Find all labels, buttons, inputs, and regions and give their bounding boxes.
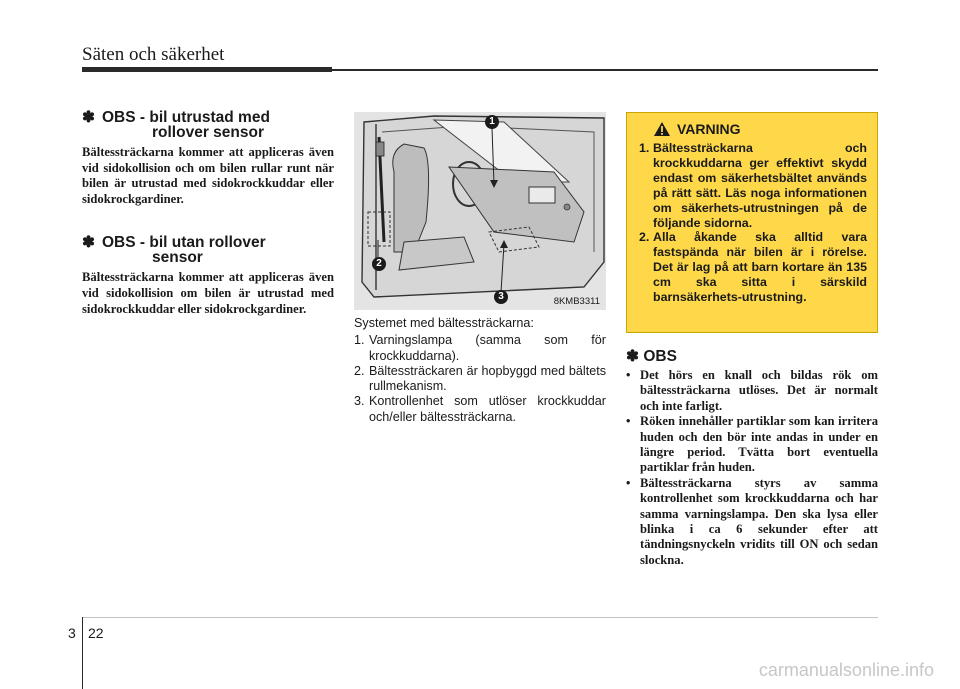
callout-1: 1 — [485, 115, 499, 129]
list-item — [354, 394, 606, 425]
list-text: Bältessträckaren är hopbyggd med bältets rullmekanism. — [369, 363, 606, 394]
obs-heading — [626, 347, 878, 366]
footer-divider — [82, 617, 83, 689]
list-item — [639, 230, 867, 305]
star-icon: ✽ — [82, 234, 95, 252]
page-number: 22 — [88, 625, 104, 641]
list-item — [626, 414, 878, 476]
warning-box — [626, 112, 878, 333]
obs-heading-line2: sensor — [152, 249, 203, 267]
car-interior-figure — [354, 112, 606, 310]
header-rule — [332, 69, 878, 71]
obs-heading-line2: rollover sensor — [152, 124, 264, 141]
list-number: 2. — [354, 363, 365, 378]
bullet-icon: • — [626, 368, 631, 382]
list-text: Kontrollenhet som utlöser krockkuddar och/eller bältessträckarna. — [369, 394, 606, 424]
callout-2: 2 — [372, 257, 386, 271]
car-interior-illustration — [354, 112, 606, 310]
list-text: Bältessträckarna och krockkuddarna ger effektivt skydd endast om säkerhetsbältet används på rätt sätt. Läs noga informationen om säkerhets-utrustningen på de följande sidorna. — [653, 141, 867, 230]
list-number: 1. — [354, 333, 365, 348]
star-icon: ✽ — [82, 109, 95, 126]
list-item — [626, 476, 878, 568]
list-text: Alla åkande ska alltid vara fastspända när bilen är i rörelse. Det är lag på att barn kortare än 135 cm ska sitta i särskild barnsäkerhets-utrustning. — [653, 230, 867, 305]
bullet-icon: • — [626, 475, 631, 490]
obs-heading-line1: OBS - bil utan rollover — [102, 234, 266, 252]
list-number: 3. — [354, 394, 365, 409]
bullet-icon: • — [626, 414, 631, 429]
list-text: Varningslampa (samma som för krockkuddarna). — [369, 333, 606, 363]
system-components-list — [354, 333, 606, 425]
system-intro: Systemet med bältessträckarna: — [354, 316, 534, 330]
figure-code: 8KMB3311 — [553, 296, 600, 307]
warning-triangle-icon — [653, 121, 671, 137]
list-item — [354, 333, 606, 364]
list-number: 1. — [639, 141, 650, 155]
right-column — [626, 112, 878, 568]
list-text: Bältessträckarna styrs av samma kontrollenhet som krockkuddarna och har samma varningslampa. Den ska lysa eller blinka i ca 6 sekunder efter att tändningsnyckeln vridits till ON och sedan slockna. — [640, 475, 878, 567]
obs-text-rollover: Bältessträckarna kommer att appliceras även vid sidokollision och om bilen rullar runt när bilen är utrustad med sidokrockkuddar eller sidokrockgardiner. — [82, 145, 334, 206]
list-item — [639, 141, 867, 230]
header-bar — [82, 67, 332, 72]
warning-title — [639, 121, 867, 137]
obs-heading-no-rollover — [82, 235, 334, 265]
obs-heading-line1: OBS - bil utrustad med — [102, 109, 270, 126]
callout-3: 3 — [494, 290, 508, 304]
list-text: Det hörs en knall och bildas rök om bältessträckarna utlöses. Det är normalt och inte farligt. — [640, 368, 878, 413]
list-item — [626, 368, 878, 414]
left-column — [82, 110, 334, 317]
list-number: 2. — [639, 230, 650, 245]
middle-column — [354, 112, 606, 425]
page-header-title: Säten och säkerhet — [82, 44, 225, 65]
chapter-number: 3 — [68, 625, 76, 641]
obs-heading-rollover — [82, 110, 334, 140]
obs-bullets — [626, 368, 878, 568]
star-icon: ✽ — [626, 348, 639, 365]
obs-text-no-rollover: Bältessträckarna kommer att appliceras även vid sidokollision om bilen är utrustad med sidokrockkuddar eller sidokrockgardiner. — [82, 270, 334, 316]
list-item — [354, 364, 606, 395]
warning-title-text: VARNING — [677, 121, 741, 137]
warning-list — [639, 141, 867, 305]
list-text: Röken innehåller partiklar som kan irritera huden och den bör inte andas in under en längre period. Tvätta bort eventuella partiklar från huden. — [640, 414, 878, 475]
footer-rule — [82, 617, 878, 618]
watermark: carmanualsonline.info — [758, 660, 934, 680]
obs-heading-text: OBS — [643, 348, 677, 365]
